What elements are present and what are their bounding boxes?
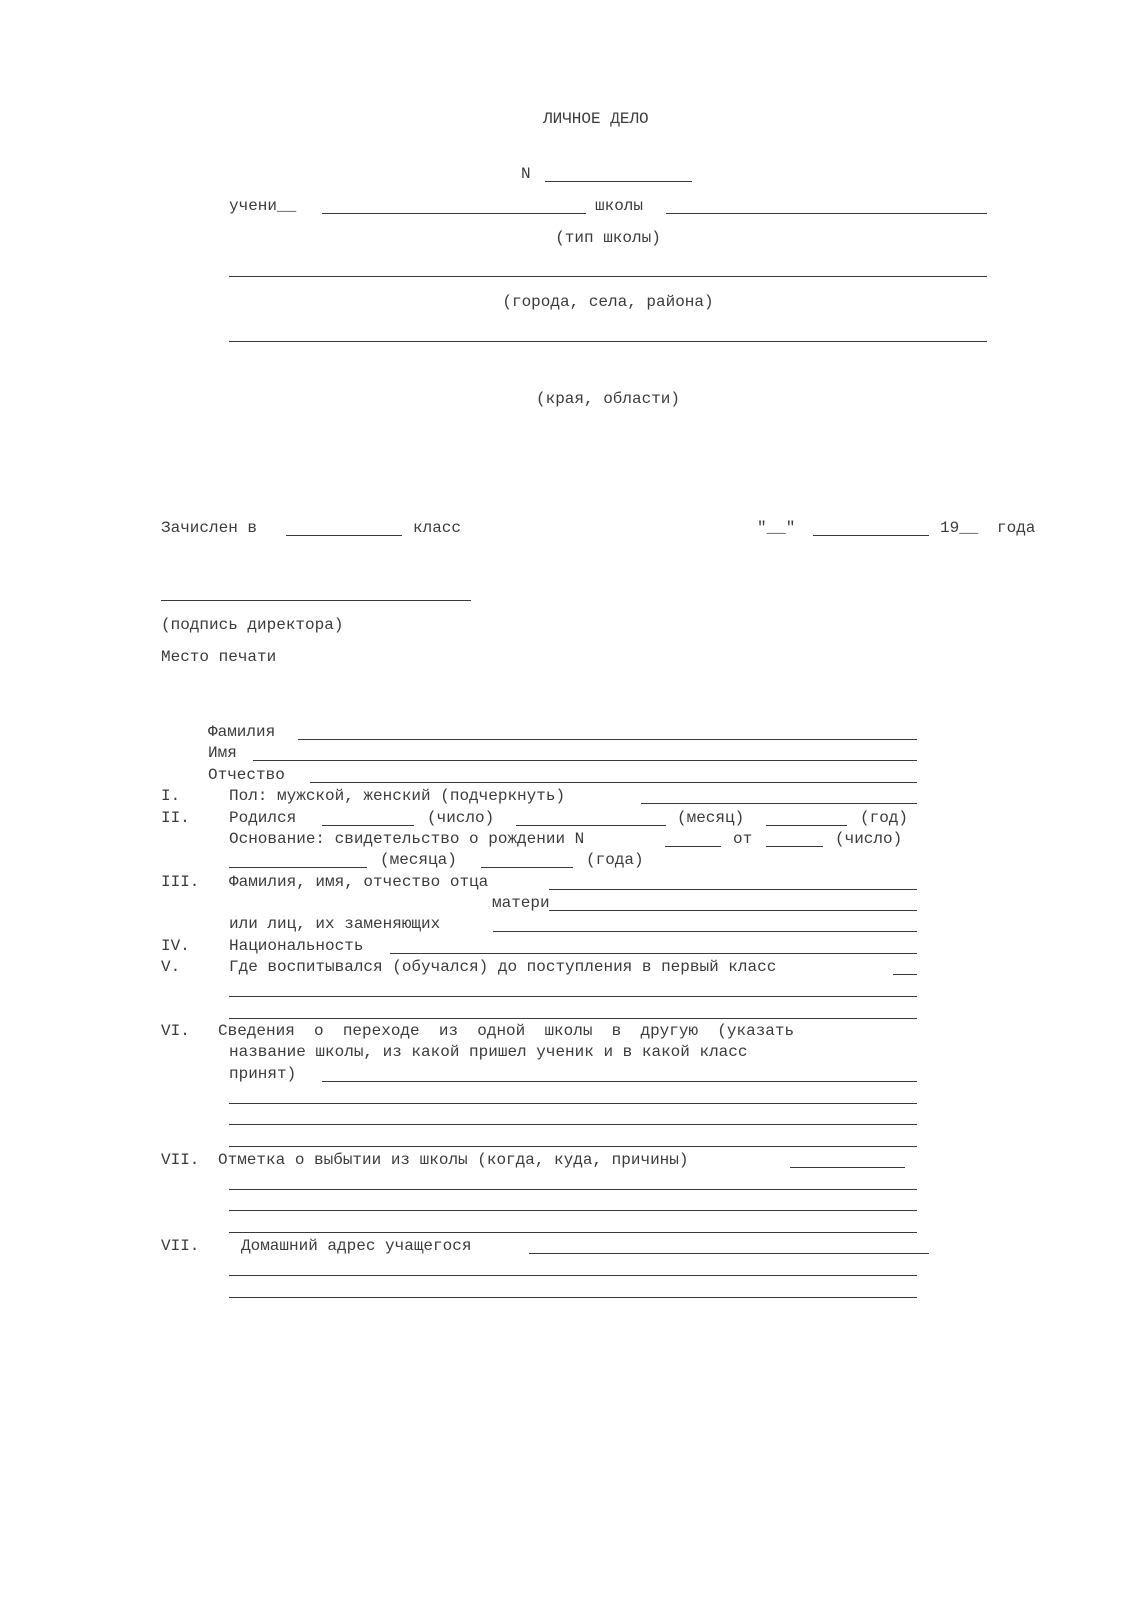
father-label: Фамилия, имя, отчество отца — [229, 873, 489, 891]
departure-field-2[interactable] — [229, 1189, 917, 1190]
nationality-field[interactable] — [390, 953, 917, 954]
surname-field[interactable] — [298, 739, 917, 740]
director-caption: (подпись директора) — [161, 616, 344, 634]
departure-field-3[interactable] — [229, 1210, 917, 1211]
birth-year-field[interactable] — [766, 825, 847, 826]
nationality-label: Национальность — [229, 937, 364, 955]
birth-year-caption: (год) — [860, 809, 909, 827]
birth-day-caption: (число) — [427, 809, 495, 827]
born-label: Родился — [229, 809, 297, 827]
patronymic-field[interactable] — [310, 782, 917, 783]
transfer-label-line-1: Сведения о переходе из одной школы в другую (указать — [218, 1022, 795, 1040]
region-caption: (края, области) — [535, 390, 681, 408]
certificate-year-field[interactable] — [481, 867, 573, 868]
number-field[interactable] — [545, 181, 692, 182]
address-field-2[interactable] — [229, 1275, 917, 1276]
transfer-label-line-3: принят) — [229, 1065, 297, 1083]
certificate-day-field[interactable] — [766, 846, 823, 847]
mother-label: матери — [492, 894, 550, 912]
certificate-day-caption: (число) — [835, 830, 903, 848]
mother-field[interactable] — [549, 910, 917, 911]
roman-6: VI. — [161, 1022, 190, 1040]
guardians-label: или лиц, их заменяющих — [229, 915, 441, 933]
roman-8: VII. — [161, 1237, 200, 1255]
father-field[interactable] — [549, 889, 917, 890]
document-title: ЛИЧНОЕ ДЕЛО — [543, 110, 649, 128]
date-year-prefix: 19__ — [940, 519, 979, 537]
date-month-field[interactable] — [813, 535, 929, 536]
transfer-field-4[interactable] — [229, 1146, 917, 1147]
roman-7: VII. — [161, 1151, 200, 1169]
date-year-suffix: года — [997, 519, 1036, 537]
basis-from-label: от — [733, 830, 753, 848]
certificate-month-caption: (месяца) — [380, 851, 457, 869]
birth-day-field[interactable] — [322, 825, 414, 826]
city-field[interactable] — [229, 276, 987, 277]
departure-field-1[interactable] — [790, 1167, 905, 1168]
transfer-field-2[interactable] — [229, 1103, 917, 1104]
sex-label: Пол: мужской, женский (подчеркнуть) — [229, 787, 566, 805]
director-signature-field[interactable] — [161, 600, 471, 601]
sex-field[interactable] — [641, 803, 917, 804]
roman-1: I. — [161, 787, 181, 805]
transfer-field-3[interactable] — [229, 1124, 917, 1125]
class-field[interactable] — [286, 535, 402, 536]
name-label: Имя — [208, 744, 237, 762]
school-type-field[interactable] — [666, 213, 987, 214]
roman-2: II. — [161, 809, 190, 827]
region-field[interactable] — [229, 341, 987, 342]
student-field[interactable] — [322, 213, 586, 214]
transfer-label-line-2: название школы, из какой пришел ученик и в какой класс — [229, 1043, 748, 1061]
birth-month-caption: (месяц) — [677, 809, 745, 827]
basis-label: Основание: свидетельство о рождении N — [229, 830, 585, 848]
transfer-field-1[interactable] — [322, 1081, 917, 1082]
certificate-year-caption: (года) — [586, 851, 644, 869]
city-caption: (города, села, района) — [502, 293, 714, 311]
enrolled-label: Зачислен в — [161, 519, 258, 537]
class-label: класс — [413, 519, 462, 537]
upbringing-label: Где воспитывался (обучался) до поступления в первый класс — [229, 958, 777, 976]
departure-label: Отметка о выбытии из школы (когда, куда, причины) — [218, 1151, 689, 1169]
birth-month-field[interactable] — [516, 825, 666, 826]
surname-label: Фамилия — [208, 723, 276, 741]
certificate-month-field[interactable] — [229, 867, 367, 868]
departure-field-4[interactable] — [229, 1232, 917, 1233]
school-label: школы — [595, 197, 644, 215]
roman-3: III. — [161, 873, 200, 891]
certificate-number-field[interactable] — [665, 846, 721, 847]
upbringing-field-2[interactable] — [229, 996, 917, 997]
stamp-label: Место печати — [161, 648, 277, 666]
roman-5: V. — [161, 958, 181, 976]
student-label: учени__ — [229, 197, 297, 215]
upbringing-field-3[interactable] — [229, 1018, 917, 1019]
address-field-3[interactable] — [229, 1297, 917, 1298]
number-label: N — [521, 165, 531, 183]
school-type-caption: (тип школы) — [555, 229, 661, 247]
address-field-1[interactable] — [529, 1253, 929, 1254]
date-day: "__" — [757, 519, 796, 537]
roman-4: IV. — [161, 937, 190, 955]
upbringing-field-inline[interactable] — [893, 974, 917, 975]
patronymic-label: Отчество — [208, 766, 285, 784]
address-label: Домашний адрес учащегося — [241, 1237, 472, 1255]
guardians-field[interactable] — [493, 931, 917, 932]
name-field[interactable] — [253, 760, 917, 761]
